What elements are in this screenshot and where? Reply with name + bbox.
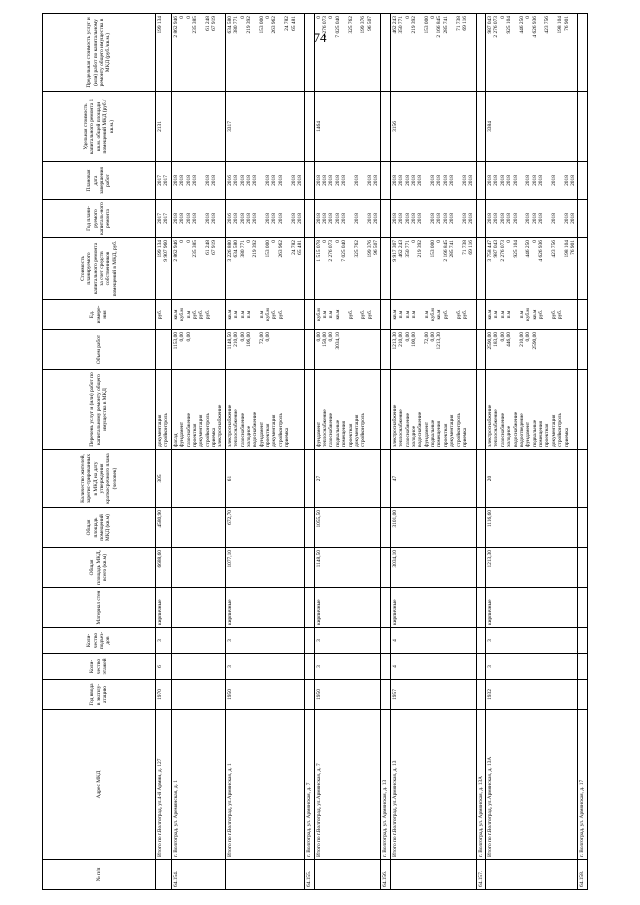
cell-unit-cost: 1464 [314,92,381,162]
cell-material: кирпичные [225,588,305,628]
cell-address: г. Волгоград, ул. Армянская, д. 17 [578,710,587,860]
table-row [171,14,225,890]
cell-residents [578,450,587,508]
cell-floors: 6 [156,654,172,680]
cell-year: 1950 [314,680,381,710]
cell-end-dates [578,162,587,200]
cell-no: 64.157. [476,860,485,890]
column-header: Коли-чество этажей [43,654,156,680]
cell-entrances [578,628,587,654]
table-row [305,14,314,890]
table-row [225,14,305,890]
cell-year [476,680,485,710]
cell-works: документация стройконтроль [156,370,172,450]
cell-material: кирпичные [156,588,172,628]
cell-residents [171,450,225,508]
cell-year: 1932 [486,680,578,710]
cell-material [381,588,390,628]
cell-address: г. Волгоград, ул. Армянская, д. 13А [476,710,485,860]
cell-volumes: 2590,00 183,00 0,00 446,00 210,00 0,00 2590,00 [486,330,578,370]
cell-floors: 4 [390,654,476,680]
cell-costs: 1 515 078 0 2 276 073 0 7 025 040 325 762 199 376 96 507 [314,238,381,300]
cell-area-rooms [578,508,587,548]
cell-area-rooms: 4580,90 [156,508,172,548]
cell-volumes [476,330,485,370]
cell-units: кв.м п.м п.м п.м п.м куб.м кв.м руб. руб. руб. [486,300,578,330]
cell-material [171,588,225,628]
cell-volumes [305,330,314,370]
column-header: Удельная стоимость капитального ремонта 1 кв.м. общей площади помещений МКД (руб./кв.м.) [43,92,156,162]
column-header: Коли-чество подъез-дов [43,628,156,654]
cell-volumes: 0,00 150,00 0,00 3034,10 [314,330,381,370]
cell-works: электроснабжение теплоснабжение газоснабжение холодное водоснабжение фундамент проектная документация стройконтроль приемка [225,370,305,450]
cell-costs: 3 758 447 987 043 2 276 073 0 925 104 446 250 0 4 626 936 423 756 198 104 76 901 [486,238,578,300]
cell-year: 1950 [225,680,305,710]
column-header: Год ввода в эксплу-атацию [43,680,156,710]
cell-area-rooms: 3101,00 [390,508,476,548]
cell-material: кирпичные [390,588,476,628]
cell-costs [305,238,314,300]
column-header: Материал стен [43,588,156,628]
cell-entrances: 4 [390,628,476,654]
cell-area-total [305,548,314,588]
column-header: Количество жителей, зарегис-трированных в МКД на дату утверждения краткосрочного плана (человек) [43,450,156,508]
cell-years: 2018 2018 2018 2018 2018 2018 [171,200,225,238]
cell-unit-cost: 3384 [486,92,578,162]
cell-years [578,200,587,238]
cell-units [381,300,390,330]
cell-works: электроснабжение теплоснабжение газоснабжение холодное водоснабжение водоотведение фундамент подвальные помещения проектная документация стройконтроль приемка [486,370,578,450]
cell-residents: 305 [156,450,172,508]
cell-entrances: 3 [314,628,381,654]
cell-no [390,860,476,890]
cell-limit-cost: 199 134 [156,14,172,92]
cell-unit-cost: 3317 [225,92,305,162]
cell-limit-cost: 0 2 276 073 0 7 025 040 325 762 199 376 96 507 [314,14,381,92]
table-row [578,14,587,890]
column-header: Ед. измере-ния [43,300,156,330]
column-header: Общая площадь МКД, всего (кв.м) [43,548,156,588]
table-row [486,14,578,890]
cell-floors [305,654,314,680]
cell-volumes: 1148,50 210,00 0,00 106,00 72,00 0,00 [225,330,305,370]
cell-works [305,370,314,450]
cell-material [305,588,314,628]
table-header-row [43,14,156,890]
cell-years: 2016 2018 2018 2018 2018 2018 2018 2018 2018 2018 [225,200,305,238]
rotated-page [42,14,586,890]
cell-area-total: 3034,10 [390,548,476,588]
cell-works [578,370,587,450]
cell-entrances [476,628,485,654]
table-row [156,14,172,890]
cell-years: 2018 2018 2018 2018 2018 2018 2018 2018 2018 2018 2018 [390,200,476,238]
cell-area-total: 6688,60 [156,548,172,588]
cell-entrances: 3 [225,628,305,654]
cell-floors: 3 [486,654,578,680]
cell-units: куб.м п.м п.м кв.м руб. руб. руб. [314,300,381,330]
cell-limit-cost: 2 862 946 0 0 235 385 61 248 67 919 [171,14,225,92]
cell-no: 64.154. [171,860,225,890]
cell-end-dates [476,162,485,200]
cell-unit-cost: 3156 [390,92,476,162]
column-header: Перечень услуг и (или) работ по капитальному ремонту общего имущества в МКД [43,370,156,450]
cell-year [578,680,587,710]
cell-years: 2018 2018 2018 2018 2018 2018 2018 2018 2018 2018 2018 [486,200,578,238]
cell-residents: 61 [225,450,305,508]
cell-residents: 27 [314,450,381,508]
cell-no: 64.158. [578,860,587,890]
cell-entrances [171,628,225,654]
cell-limit-cost [578,14,587,92]
column-header: Плановая дата завершения работ [43,162,156,200]
repair-plan-table [42,13,588,890]
cell-address: г. Волгоград, ул. Армянская, д. 13 [381,710,390,860]
cell-unit-cost [171,92,225,162]
table-row [381,14,390,890]
cell-units [476,300,485,330]
cell-costs: 9 917 307 462 243 350 771 0 219 392 153 000 0 2 166 845 285 741 71 738 69 116 [390,238,476,300]
cell-volumes: 1213,30 210,00 0,00 100,00 72,00 0,00 1213,30 [390,330,476,370]
cell-address: Итого по г.Волгоград, ул.Армянская, д. 1 [225,710,305,860]
cell-costs: 3 226 880 634 580 380 771 0 219 392 153 000 0 263 962 24 782 65 481 [225,238,305,300]
cell-no [225,860,305,890]
cell-year: 1970 [156,680,172,710]
cell-area-total [476,548,485,588]
cell-entrances: 3 [156,628,172,654]
cell-material [578,588,587,628]
cell-units: кв.м п.м п.м п.м п.м куб.м кв.м руб. руб. руб. [390,300,476,330]
column-header: Адрес МКД [43,710,156,860]
cell-end-dates [381,162,390,200]
cell-costs: 2 862 946 0 0 235 385 61 248 67 919 [171,238,225,300]
cell-volumes [156,330,172,370]
cell-entrances [305,628,314,654]
cell-area-rooms: 1055,50 [314,508,381,548]
cell-units: кв.м куб.м п.м руб. руб. руб. [171,300,225,330]
column-header: Стоимость планируемого капитального ремонта за счет средств собственников помещений в МКД, руб. [43,238,156,300]
table-row [314,14,381,890]
cell-material: кирпичные [486,588,578,628]
cell-no [156,860,172,890]
cell-limit-cost [381,14,390,92]
cell-area-total [381,548,390,588]
cell-floors [476,654,485,680]
cell-limit-cost: 987 043 2 276 073 0 925 104 446 250 0 4 626 936 423 756 198 104 76 901 [486,14,578,92]
column-header: Общая площадь помещений МКД (кв.м) [43,508,156,548]
cell-units: руб. [156,300,172,330]
cell-unit-cost: 2131 [156,92,172,162]
table-body [156,14,588,890]
cell-no [314,860,381,890]
cell-year [381,680,390,710]
cell-address: Итого по г.Волгоград, ул.Армянская, д. 13 [390,710,476,860]
cell-area-rooms [381,508,390,548]
cell-volumes [578,330,587,370]
cell-units [578,300,587,330]
cell-no: 64.156. [381,860,390,890]
cell-units [305,300,314,330]
cell-costs: 199 134 9 907 960 [156,238,172,300]
cell-address: г. Волгоград, ул. Аремянская, д. 1 [171,710,225,860]
cell-floors: 3 [225,654,305,680]
cell-years: 2018 2018 2018 2018 2018 2018 2018 2018 [314,200,381,238]
cell-costs [578,238,587,300]
column-header: Год плани-руемого капиталь-ного ремонта [43,200,156,238]
cell-end-dates: 2018 2018 2018 2018 2018 2018 2018 2018 2018 2018 2018 [486,162,578,200]
cell-unit-cost [381,92,390,162]
cell-limit-cost: 634 580 380 771 0 219 392 153 000 0 263 962 24 782 65 481 [225,14,305,92]
cell-address: Итого по г.Волгоград, ул.4-й Армии, д. 127 [156,710,172,860]
cell-area-rooms [171,508,225,548]
column-header: Объем работ [43,330,156,370]
cell-area-rooms: 672,70 [225,508,305,548]
cell-residents [476,450,485,508]
cell-address: Итого по г.Волгоград, ул.Армянская, д. 7 [314,710,381,860]
cell-address: г. Волгоград, ул. Армянская, д. 7 [305,710,314,860]
cell-works [381,370,390,450]
cell-works: фундамент теплоснабжение газоснабжение подвальные помещения проектная документация стройконтроль [314,370,381,450]
cell-volumes: 1153,00 0,00 0,00 [171,330,225,370]
cell-area-rooms [476,508,485,548]
cell-volumes [381,330,390,370]
cell-residents: 47 [390,450,476,508]
cell-end-dates: 2018 2018 2018 2018 2018 2018 [171,162,225,200]
cell-area-rooms [305,508,314,548]
cell-years [476,200,485,238]
cell-residents: 20 [486,450,578,508]
cell-residents [381,450,390,508]
cell-limit-cost [476,14,485,92]
table-row [390,14,476,890]
cell-works: фасад фундамент газоснабжение проектная документация стройконтроль приемка электроснабжение [171,370,225,450]
cell-units: кв.м п.м п.м п.м п.м куб.м руб. руб. [225,300,305,330]
cell-material: кирпичные [314,588,381,628]
cell-unit-cost [578,92,587,162]
cell-material [476,588,485,628]
cell-year [171,680,225,710]
page-number: 74 [313,30,327,45]
cell-floors [171,654,225,680]
cell-year [305,680,314,710]
cell-area-rooms: 1116,60 [486,508,578,548]
cell-no [486,860,578,890]
cell-address: Итого по г.Волгоград, ул.Армянская, д. 13А [486,710,578,860]
cell-area-total [171,548,225,588]
cell-years [305,200,314,238]
cell-limit-cost [305,14,314,92]
cell-floors [381,654,390,680]
cell-end-dates: 2018 2018 2018 2018 2018 2018 2018 2018 [314,162,381,200]
cell-entrances [381,628,390,654]
cell-costs [476,238,485,300]
cell-end-dates: 2018 2018 2018 2018 2018 2018 2018 2018 2018 2018 2018 [390,162,476,200]
cell-floors: 3 [314,654,381,680]
cell-costs [381,238,390,300]
cell-years [381,200,390,238]
cell-area-total: 1077,10 [225,548,305,588]
cell-years: 2017 2017 [156,200,172,238]
cell-end-dates: 2017 2017 [156,162,172,200]
cell-residents [305,450,314,508]
table-wrapper [42,14,586,890]
cell-year: 1957 [390,680,476,710]
cell-unit-cost [476,92,485,162]
cell-unit-cost [305,92,314,162]
cell-end-dates [305,162,314,200]
cell-works [476,370,485,450]
cell-works: электроснабжение теплоснабжение газоснабжение холодное водоснабжение фундамент подвальные помещения проектная документация стройконтроль приемка [390,370,476,450]
column-header: Предельная стоимость услуг и (или) работ по капитальному ремонту общего имущества в МКД (руб./кв.м.) [43,14,156,92]
cell-no: 64.155. [305,860,314,890]
cell-area-total [578,548,587,588]
cell-floors [578,654,587,680]
table-row [476,14,485,890]
cell-area-total: 1213,30 [486,548,578,588]
cell-area-total: 1148,50 [314,548,381,588]
cell-limit-cost: 462 243 350 771 0 219 392 153 000 0 2 166 845 285 741 71 738 69 116 [390,14,476,92]
cell-end-dates: 2016 2018 2018 2018 2018 2018 2018 2018 2018 2018 [225,162,305,200]
column-header: № п/п [43,860,156,890]
cell-entrances: 3 [486,628,578,654]
